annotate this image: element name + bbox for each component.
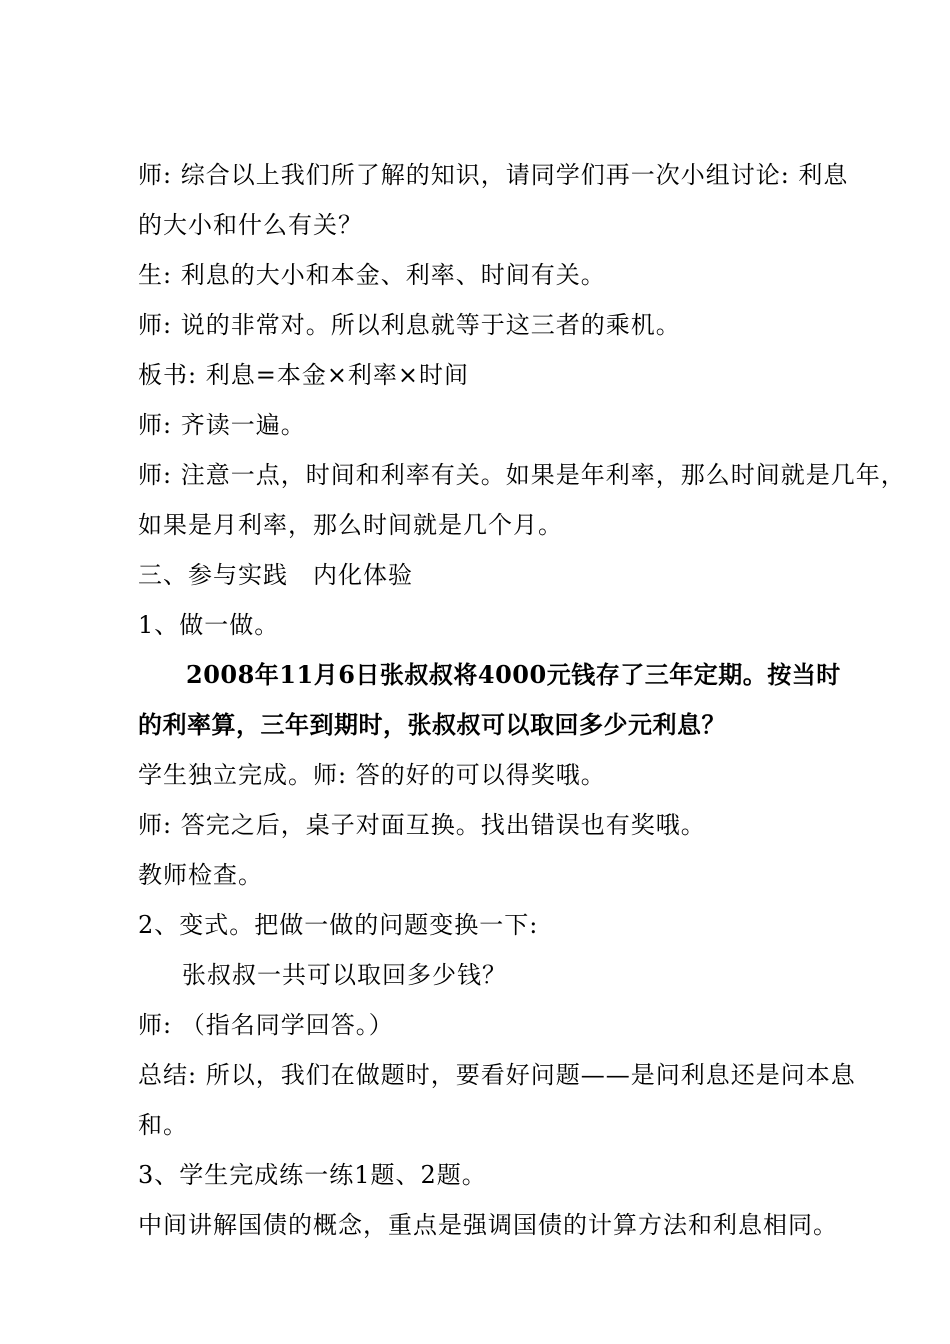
section-heading: 三、参与实践 内化体验 [138, 561, 413, 589]
text-line: 中间讲解国债的概念，重点是强调国债的计算方法和利息相同。 [138, 1211, 838, 1239]
text-line: 板书: 利息=本金×利率×时间 [138, 361, 470, 389]
text-line: 3、学生完成练一练1题、2题。 [138, 1161, 487, 1189]
problem-line: 2008年11月6日张叔叔将4000元钱存了三年定期。按当时 [186, 660, 841, 689]
text-line: 教师检查。 [138, 861, 263, 889]
document-body [138, 150, 906, 1250]
text-line: 张叔叔一共可以取回多少钱？ [182, 961, 507, 989]
text-line: 师: 齐读一遍。 [138, 411, 306, 439]
text-line: 2、变式。把做一做的问题变换一下: [138, 911, 539, 939]
text-line: 师: （指名同学回答。） [138, 1011, 394, 1039]
text-line: 总结: 所以，我们在做题时，要看好问题——是问利息还是问本息 [138, 1061, 856, 1089]
text-line: 师: 答完之后，桌子对面互换。找出错误也有奖哦。 [138, 811, 706, 839]
text-line: 学生独立完成。师: 答的好的可以得奖哦。 [138, 761, 606, 789]
text-line: 1、做一做。 [138, 611, 280, 639]
text-line: 师: 注意一点，时间和利率有关。如果是年利率，那么时间就是几年， [138, 461, 906, 489]
text-line: 师: 综合以上我们所了解的知识，请同学们再一次小组讨论: 利息 [138, 161, 849, 189]
text-line: 如果是月利率，那么时间就是几个月。 [138, 511, 563, 539]
text-line: 生: 利息的大小和本金、利率、时间有关。 [138, 261, 606, 289]
text-line: 师: 说的非常对。所以利息就等于这三者的乘机。 [138, 311, 681, 339]
text-line: 和。 [138, 1111, 188, 1139]
problem-line: 的利率算，三年到期时，张叔叔可以取回多少元利息？ [138, 710, 726, 739]
text-line: 的大小和什么有关？ [138, 211, 363, 239]
